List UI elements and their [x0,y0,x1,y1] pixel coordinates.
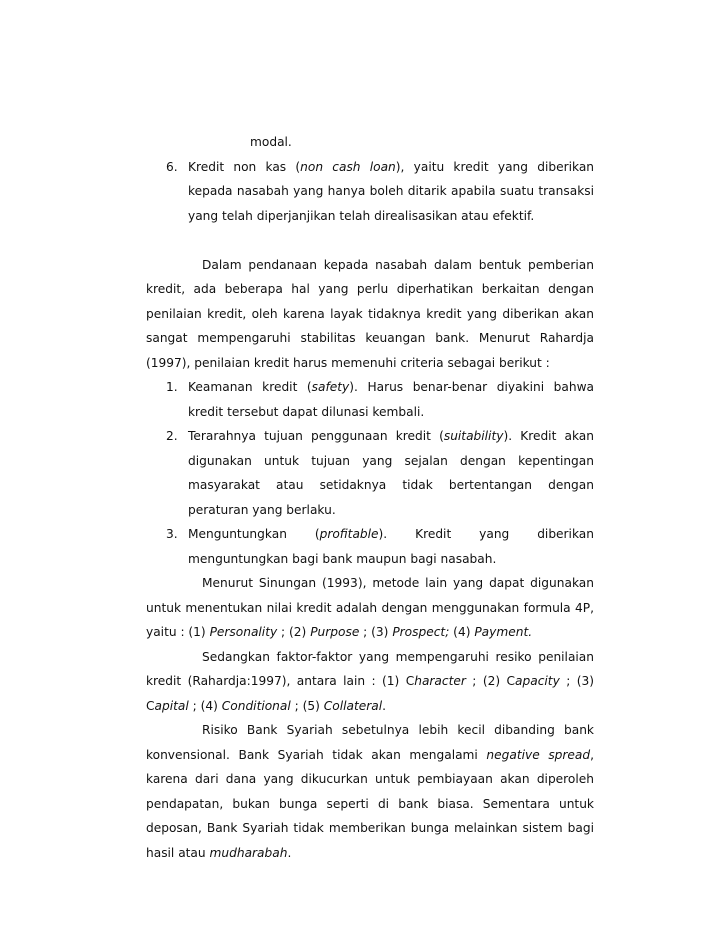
italic-term: Conditional [221,698,291,713]
italic-term: non cash loan [300,159,396,174]
text-segment: , karena dari dana yang dikucurkan untuk pembiayaan akan diperoleh pendapatan, bukan bunga seperti di bank biasa. Sementara untuk deposan, Bank Syariah tidak memberikan bunga melainkan sistem bagi hasil atau [146,747,594,860]
italic-term: Payment. [474,625,533,639]
blank-line [146,228,594,253]
list-number: 1. [166,380,178,394]
italic-term: Personality [209,625,278,639]
list-item-6 [146,155,594,229]
text-segment: ; (3) [359,625,393,639]
criteria-list [146,375,594,571]
list-top [146,155,594,229]
text-segment: ). Harus benar-benar diyakini bahwa kredit tersebut dapat dilunasi kembali. [188,380,595,419]
text-segment: ; (2) [277,625,311,639]
text-segment: Risiko Bank Syariah sebetulnya lebih kecil dibanding bank konvensional. Bank Syariah tidak akan mengalami [146,723,594,762]
italic-term: apital [154,698,189,713]
text-segment: ; (5) [290,698,324,713]
paragraph-2 [146,571,594,645]
italic-term: Prospect; [392,625,450,639]
text-segment: Sedangkan faktor-faktor yang mempengaruhi resiko penilaian kredit (Rahardja:1997), antara lain : (1) C [146,649,594,688]
italic-term: suitability [443,429,504,443]
italic-term: haracter [414,674,466,688]
text-segment: ; (2) C [465,674,516,688]
paragraph-3 [146,645,594,719]
paragraph-4 [146,718,594,865]
text-segment: Keamanan kredit ( [188,380,312,394]
document-page [146,130,594,865]
text-segment: Terarahnya tujuan penggunaan kredit ( [188,429,444,443]
list-item-3 [146,522,594,571]
text-segment: . [287,845,292,860]
continuation-text: modal. [250,135,292,149]
text-segment: Menurut Sinungan (1993), metode lain yang dapat digunakan untuk menentukan nilai kredit adalah dengan menggunakan formula 4P, yaitu : (1) [146,576,594,639]
italic-term: profitable [319,527,379,541]
text-segment: ), yaitu kredit yang diberikan kepada nasabah yang hanya boleh ditarik apabila suatu transaksi yang telah diperjanjikan telah direalisasikan atau efektif. [188,159,595,223]
text-segment: ). Kredit akan digunakan untuk tujuan yang sejalan dengan kepentingan masyarakat atau setidaknya tidak bertentangan dengan peraturan yang berlaku. [188,429,594,517]
italic-term: safety [311,380,350,394]
italic-term: apacity [515,674,560,688]
text-segment: (4) [449,625,475,639]
text-segment: ; (4) [188,698,222,713]
text-segment: ; (3) C [146,674,594,713]
italic-term: negative spread [486,747,591,762]
text-segment: Kredit non kas ( [188,159,301,174]
list-item-1 [146,375,594,424]
list-item-2 [146,424,594,522]
text-segment: ). Kredit yang diberikan menguntungkan bagi bank maupun bagi nasabah. [188,527,594,566]
italic-term: mudharabah [209,845,288,860]
paragraph-1: Dalam pendanaan kepada nasabah dalam bentuk pemberian kredit, ada beberapa hal yang perlu diperhatikan berkaitan dengan penilaian kredit, oleh karena layak tidaknya kredit yang diberikan akan sangat mempengaruhi stabilitas keuangan bank. Menurut Rahardja (1997), penilaian kredit harus memenuhi criteria sebagai berikut : [146,257,594,370]
list-number: 6. [166,159,178,174]
list-number: 2. [166,429,178,443]
italic-term: Purpose [310,625,360,639]
italic-term: Collateral [323,698,383,713]
text-segment: . [382,698,386,713]
text-segment: Menguntungkan ( [188,527,320,541]
list-number: 3. [166,527,178,541]
